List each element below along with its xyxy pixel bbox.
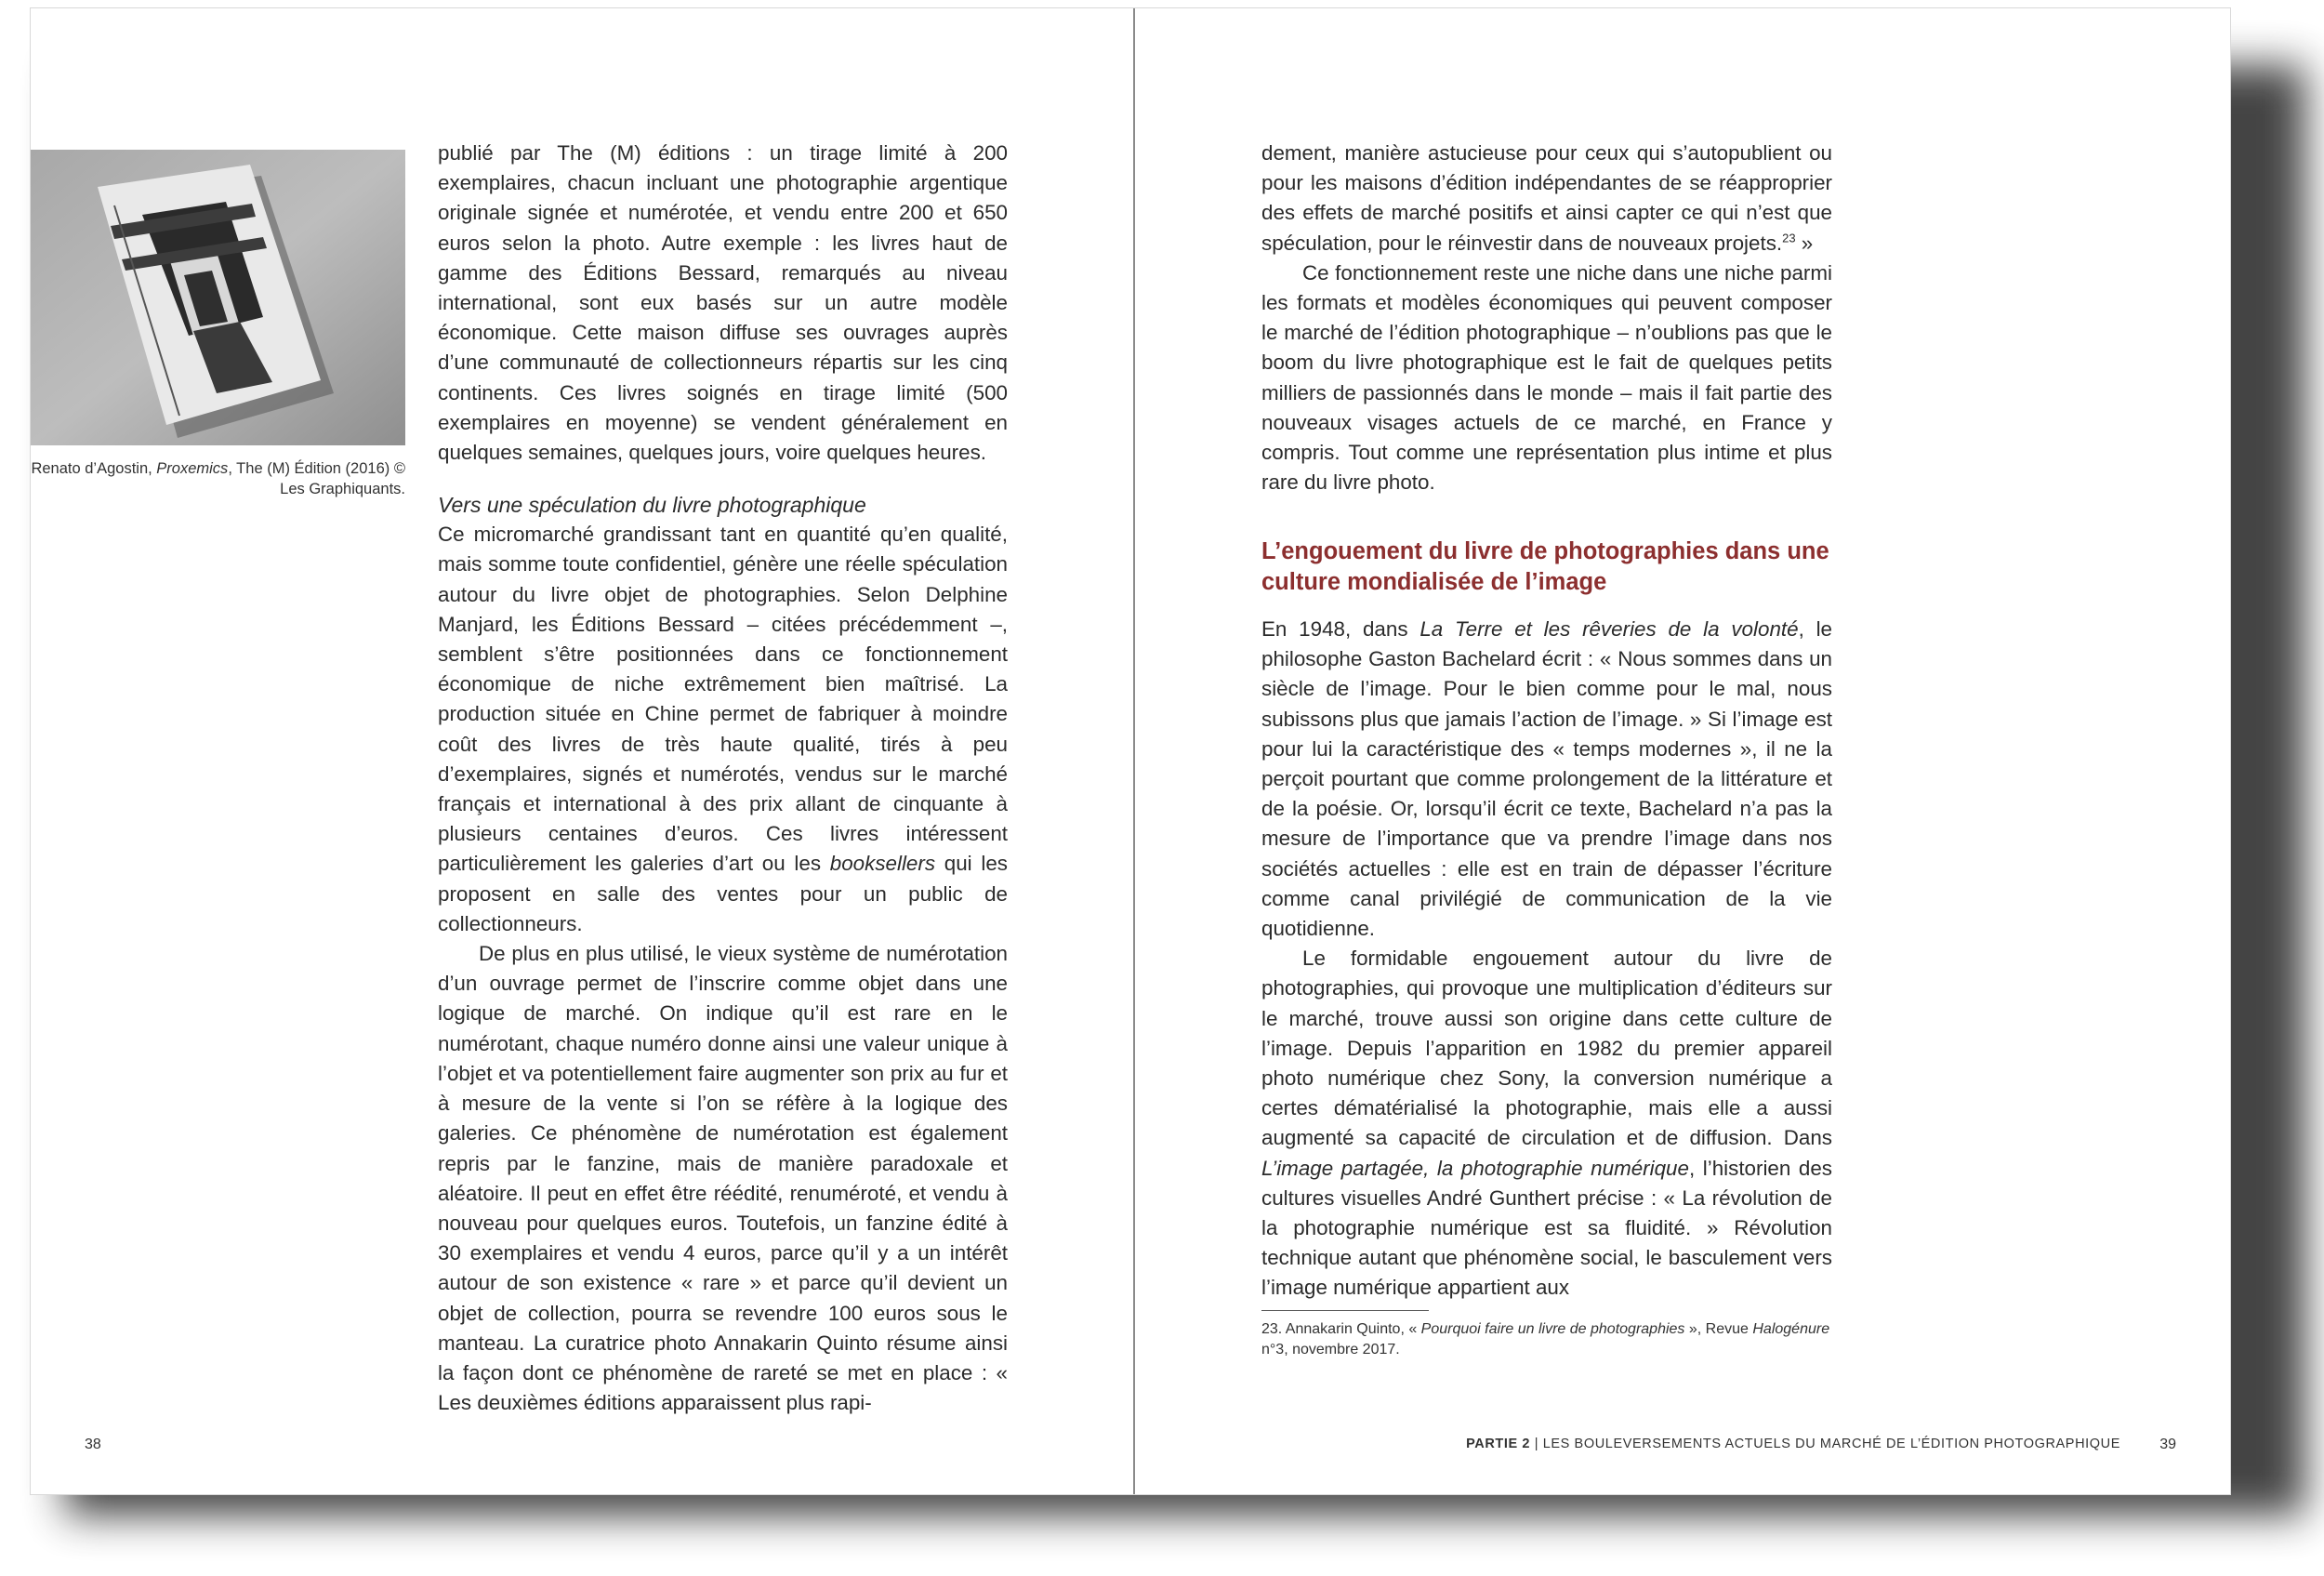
right-paragraph-1-end: » (1795, 231, 1814, 255)
right-paragraph-3 (1261, 615, 1832, 944)
photo-caption (31, 458, 405, 499)
right-paragraph-4-text-b: , l’historien des cultures visuelles André Gunthert précise : « La révolution de la photographie numérique est sa fluidité. » Révolution technique autant que phénomène social, le basculement vers l’image numérique appartient aux (1261, 1156, 1832, 1300)
right-paragraph-3-italic: La Terre et les rêveries de la volonté (1419, 617, 1799, 641)
caption-rest: , The (M) Édition (2016) © Les Graphiquants. (228, 460, 405, 497)
right-paragraph-4-italic: L’image partagée, la photographie numérique (1261, 1156, 1689, 1180)
footnote-rule (1261, 1310, 1429, 1311)
right-paragraph-4-text-a: Le formidable engouement autour du livre de photographies, qui provoque une multiplication d’éditeurs sur le marché, trouve aussi son origine dans cette culture de l’image. Depuis l’apparition en 1982 du premier appareil photo numérique chez Sony, la conversion numérique a certes dématérialisé la photographie, mais elle a aussi augmenté sa capacité de circulation et de diffusion. Dans (1261, 947, 1832, 1150)
left-paragraph-1: publié par The (M) éditions : un tirage limité à 200 exemplaires, chacun incluant une photographie argentique originale signée et numérotée, et vendu entre 200 et 650 euros selon la photo. Autre exemple : les livres haut de gamme des Éditions Bessard, remarqués au niveau international, sont eux basés sur un autre modèle économique. Cette maison diffuse ses ouvrages auprès d’une communauté de collectionneurs répartis sur les cinq continents. Ces livres soignés en tirage limité (500 exemplaires en moyenne) se vendent généralement en quelques semaines, quelques jours, voire quelques heures. (438, 141, 1008, 465)
right-paragraph-2: Ce fonctionnement reste une niche dans une niche parmi les formats et modèles économiques qui peuvent composer le marché de l’édition photographique – n’oublions pas que le boom du livre photographique est le fait de quelques petits milliers de passionnés dans le monde – mais il fait partie des nouveaux visages actuels de ce marché, en France y compris. Tout comme une représentation plus intime et plus rare du livre photo. (1261, 260, 1832, 495)
footnote-reference: 23 (1782, 231, 1796, 245)
right-text-column-top (1261, 139, 1832, 497)
book-spread (30, 7, 2231, 1495)
footnote (1261, 1319, 1838, 1360)
right-text-column-bottom (1261, 615, 1832, 1304)
left-paragraph-2 (438, 520, 1008, 939)
left-text-column (438, 139, 1008, 1418)
left-paragraph-2-text-b: qui les proposent en salle des ventes pour un public de collectionneurs. (438, 852, 1008, 935)
book-photo-icon (31, 150, 405, 445)
right-paragraph-1 (1261, 139, 1832, 258)
right-paragraph-1-text: dement, manière astucieuse pour ceux qui s’autopublient ou pour les maisons d’édition indépendantes de se réapproprier des effets de marché positifs et ainsi capter ce qui n’est que spéculation, pour le réinvestir dans de nouveaux projets. (1261, 141, 1832, 255)
page-number-left: 38 (85, 1437, 101, 1452)
footnote-text-a: 23. Annakarin Quinto, « (1261, 1321, 1421, 1337)
caption-title: Proxemics (156, 460, 229, 477)
footnote-italic: Pourquoi faire un livre de photographies (1420, 1321, 1685, 1337)
book-cover-photo (31, 150, 405, 445)
gutter (1133, 8, 1135, 1494)
footnote-italic-2: Halogénure (1752, 1321, 1830, 1337)
section-heading: L’engouement du livre de photographies dans une culture mondialisée de l’image (1261, 538, 1829, 595)
running-head-part: PARTIE 2 (1466, 1437, 1531, 1451)
left-paragraph-3: De plus en plus utilisé, le vieux système de numérotation d’un ouvrage permet de l’inscrire comme objet dans une logique de marché. On indique qu’il est rare en le numérotant, chaque numéro donne ainsi une valeur unique à l’objet et va potentiellement faire augmenter son prix au fur et à mesure de la vente si l’on se réfère à la logique des galeries. Ce phénomène de numérotation est également repris par le fanzine, mais de manière paradoxale et aléatoire. Il peut en effet être réédité, renuméroté, et vendu à nouveau pour quelques euros. Toutefois, un fanzine édité à 30 exemplaires et vendu 4 euros, parce qu’il y a un intérêt autour de son existence « rare » et parce qu’il devient un objet de collection, pourra se revendre 100 euros sous le manteau. La curatrice photo Annakarin Quinto résume ainsi la façon dont ce phénomène de rareté se met en place : « Les deuxièmes éditions apparaissent plus rapi- (438, 942, 1008, 1415)
left-paragraph-2-text-a: Ce micromarché grandissant tant en quantité qu’en qualité, mais somme toute confidentiel, génère une réelle spéculation autour du livre objet de photographies. Selon Delphine Manjard, les Éditions Bessard – citées précédemment –, semblent s’être positionnées dans ce fonctionnement économique de niche extrêmement bien maîtrisé. La production située en Chine permet de fabriquer à moindre coût des livres de très haute qualité, tirés à peu d’exemplaires, signés et numérotés, vendus sur le marché français et international à des prix allant de cinquante à plusieurs centaines d’euros. Ces livres intéressent particulièrement les galeries d’art ou les (438, 523, 1008, 876)
right-paragraph-3-text-b: , le philosophe Gaston Bachelard écrit : « Nous sommes dans un siècle de l’image. Pour le bien comme pour le mal, nous subissons plus que jamais l’action de l’image. » Si l’image est pour lui la caractéristique des « temps modernes », il ne la perçoit pourtant que comme prolongement de la littérature et de la poésie. Or, lorsqu’il écrit ce texte, Bachelard n’a pas la mesure de l’importance que va prendre l’image dans nos sociétés actuelles : elle est en train de dépasser l’écriture comme canal privilégié de communication de la vie quotidienne. (1261, 617, 1833, 941)
running-head (1466, 1437, 2120, 1451)
left-paragraph-2-italic: booksellers (829, 852, 936, 876)
left-subheading: Vers une spéculation du livre photographique (438, 493, 866, 518)
footnote-text-c: n°3, novembre 2017. (1261, 1342, 1400, 1357)
caption-author: Renato d’Agostin, (31, 460, 157, 477)
running-head-title: | LES BOULEVERSEMENTS ACTUELS DU MARCHÉ DE L’ÉDITION PHOTOGRAPHIQUE (1530, 1437, 2120, 1451)
footnote-text-b: », Revue (1684, 1321, 1753, 1337)
page-number-right: 39 (2159, 1437, 2176, 1452)
right-paragraph-3-text-a: En 1948, dans (1261, 617, 1420, 641)
right-paragraph-4 (1261, 944, 1832, 1303)
